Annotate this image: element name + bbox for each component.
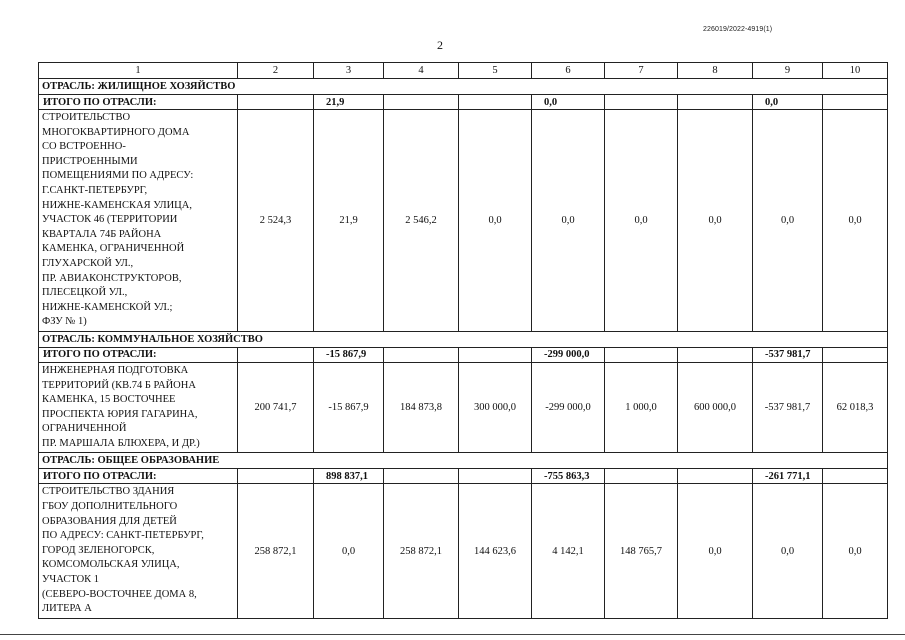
section-total-row bbox=[39, 95, 888, 110]
total-cell: 898 837,1 bbox=[314, 469, 384, 484]
value-cell: -299 000,0 bbox=[532, 362, 605, 453]
item-name-line: НИЖНЕ-КАМЕНСКОЙ УЛ.; bbox=[42, 301, 173, 313]
item-name-line: ПЛЕСЕЦКОЙ УЛ., bbox=[42, 287, 128, 299]
value-cell: 300 000,0 bbox=[459, 362, 532, 453]
total-cell: -755 863,3 bbox=[532, 469, 605, 484]
value-cell: 0,0 bbox=[678, 110, 753, 332]
column-header: 8 bbox=[678, 63, 753, 79]
value-cell: 184 873,8 bbox=[384, 362, 459, 453]
page-number: 2 bbox=[437, 38, 443, 52]
total-cell bbox=[605, 469, 678, 484]
value-cell: 144 623,6 bbox=[459, 484, 532, 618]
item-name-line: (СЕВЕРО-ВОСТОЧНЕЕ ДОМА 8, bbox=[42, 588, 197, 600]
total-cell: -299 000,0 bbox=[532, 347, 605, 362]
value-cell: 0,0 bbox=[753, 484, 823, 618]
total-cell bbox=[238, 469, 314, 484]
total-cell: -261 771,1 bbox=[753, 469, 823, 484]
total-cell bbox=[459, 347, 532, 362]
value-cell: 0,0 bbox=[753, 110, 823, 332]
section-title-row bbox=[39, 453, 888, 469]
value-cell: 0,0 bbox=[314, 484, 384, 618]
item-name-line: ПРОСПЕКТА ЮРИЯ ГАГАРИНА, bbox=[42, 408, 198, 420]
item-name-line: ФЗУ № 1) bbox=[42, 316, 87, 328]
column-header: 1 bbox=[39, 63, 238, 79]
section-title-row bbox=[39, 79, 888, 95]
total-cell bbox=[238, 347, 314, 362]
item-name-line: ПР. АВИАКОНСТРУКТОРОВ, bbox=[42, 272, 182, 284]
value-cell: 200 741,7 bbox=[238, 362, 314, 453]
item-name-line: ЛИТЕРА А bbox=[42, 603, 92, 615]
total-cell bbox=[823, 347, 888, 362]
value-cell: -537 981,7 bbox=[753, 362, 823, 453]
value-cell: 4 142,1 bbox=[532, 484, 605, 618]
total-cell bbox=[459, 469, 532, 484]
total-cell bbox=[459, 95, 532, 110]
column-header: 9 bbox=[753, 63, 823, 79]
item-name-line: МНОГОКВАРТИРНОГО ДОМА bbox=[42, 126, 190, 138]
total-cell bbox=[605, 95, 678, 110]
section-title-row bbox=[39, 331, 888, 347]
section-total-row bbox=[39, 469, 888, 484]
item-name-line: ИНЖЕНЕРНАЯ ПОДГОТОВКА bbox=[42, 364, 189, 376]
section-title: ОТРАСЛЬ: ЖИЛИЩНОЕ ХОЗЯЙСТВО bbox=[39, 79, 888, 95]
item-name-line: ПОМЕЩЕНИЯМИ ПО АДРЕСУ: bbox=[42, 170, 194, 182]
total-label: ИТОГО ПО ОТРАСЛИ: bbox=[39, 347, 238, 362]
item-name-line: КОМСОМОЛЬСКАЯ УЛИЦА, bbox=[42, 559, 180, 571]
item-name-line: СТРОИТЕЛЬСТВО bbox=[42, 112, 131, 123]
value-cell: 0,0 bbox=[823, 110, 888, 332]
item-name-line: ГОРОД ЗЕЛЕНОГОРСК, bbox=[42, 544, 155, 556]
item-name-line: Г.САНКТ-ПЕТЕРБУРГ, bbox=[42, 184, 148, 196]
column-header: 5 bbox=[459, 63, 532, 79]
page-bottom-rule bbox=[0, 634, 905, 635]
total-cell bbox=[678, 95, 753, 110]
header-row bbox=[39, 63, 888, 79]
item-name bbox=[39, 110, 238, 332]
item-name-line: СО ВСТРОЕННО- bbox=[42, 141, 126, 153]
value-cell: 2 524,3 bbox=[238, 110, 314, 332]
table-body bbox=[39, 63, 888, 619]
total-cell bbox=[823, 469, 888, 484]
item-name-line: ПР. МАРШАЛА БЛЮХЕРА, И ДР.) bbox=[42, 437, 200, 449]
value-cell: 600 000,0 bbox=[678, 362, 753, 453]
item-name-line: СТРОИТЕЛЬСТВО ЗДАНИЯ bbox=[42, 486, 175, 498]
total-label: ИТОГО ПО ОТРАСЛИ: bbox=[39, 95, 238, 110]
total-cell bbox=[823, 95, 888, 110]
total-cell bbox=[605, 347, 678, 362]
item-name-line: УЧАСТОК 46 (ТЕРРИТОРИИ bbox=[42, 214, 178, 226]
total-cell: 0,0 bbox=[753, 95, 823, 110]
value-cell: 258 872,1 bbox=[384, 484, 459, 618]
total-cell bbox=[678, 469, 753, 484]
item-name bbox=[39, 362, 238, 453]
column-header: 4 bbox=[384, 63, 459, 79]
item-name-line: КАМЕНКА, 15 ВОСТОЧНЕЕ bbox=[42, 394, 176, 406]
value-cell: 0,0 bbox=[823, 484, 888, 618]
column-header: 7 bbox=[605, 63, 678, 79]
item-name-line: НИЖНЕ-КАМЕНСКАЯ УЛИЦА, bbox=[42, 199, 192, 211]
value-cell: 0,0 bbox=[605, 110, 678, 332]
section-total-row bbox=[39, 347, 888, 362]
item-name-line: ГБОУ ДОПОЛНИТЕЛЬНОГО bbox=[42, 501, 178, 513]
table-row bbox=[39, 110, 888, 332]
total-cell bbox=[384, 347, 459, 362]
total-cell bbox=[678, 347, 753, 362]
value-cell: 62 018,3 bbox=[823, 362, 888, 453]
total-cell bbox=[384, 469, 459, 484]
total-cell bbox=[384, 95, 459, 110]
total-cell: -15 867,9 bbox=[314, 347, 384, 362]
document-id: 226019/2022-4919(1) bbox=[703, 26, 773, 33]
item-name-line: ПО АДРЕСУ: САНКТ-ПЕТЕРБУРГ, bbox=[42, 530, 204, 542]
value-cell: 2 546,2 bbox=[384, 110, 459, 332]
item-name-line: ОГРАНИЧЕННОЙ bbox=[42, 423, 127, 435]
value-cell: -15 867,9 bbox=[314, 362, 384, 453]
item-name-line: КАМЕНКА, ОГРАНИЧЕННОЙ bbox=[42, 243, 185, 255]
value-cell: 0,0 bbox=[532, 110, 605, 332]
value-cell: 258 872,1 bbox=[238, 484, 314, 618]
total-cell: -537 981,7 bbox=[753, 347, 823, 362]
value-cell: 148 765,7 bbox=[605, 484, 678, 618]
value-cell: 21,9 bbox=[314, 110, 384, 332]
item-name-line: ОБРАЗОВАНИЯ ДЛЯ ДЕТЕЙ bbox=[42, 515, 177, 527]
item-name-line: УЧАСТОК 1 bbox=[42, 574, 100, 586]
item-name bbox=[39, 484, 238, 618]
total-cell: 0,0 bbox=[532, 95, 605, 110]
value-cell: 0,0 bbox=[678, 484, 753, 618]
column-header: 10 bbox=[823, 63, 888, 79]
table-row bbox=[39, 362, 888, 453]
section-title: ОТРАСЛЬ: КОММУНАЛЬНОЕ ХОЗЯЙСТВО bbox=[39, 331, 888, 347]
total-cell: 21,9 bbox=[314, 95, 384, 110]
total-cell bbox=[238, 95, 314, 110]
value-cell: 1 000,0 bbox=[605, 362, 678, 453]
column-header: 3 bbox=[314, 63, 384, 79]
section-title: ОТРАСЛЬ: ОБЩЕЕ ОБРАЗОВАНИЕ bbox=[39, 453, 888, 469]
total-label: ИТОГО ПО ОТРАСЛИ: bbox=[39, 469, 238, 484]
column-header: 6 bbox=[532, 63, 605, 79]
item-name-line: КВАРТАЛА 74Б РАЙОНА bbox=[42, 228, 162, 240]
table-row bbox=[39, 484, 888, 618]
value-cell: 0,0 bbox=[459, 110, 532, 332]
item-name-line: ТЕРРИТОРИЙ (КВ.74 Б РАЙОНА bbox=[42, 379, 196, 391]
budget-table bbox=[38, 62, 888, 619]
item-name-line: ГЛУХАРСКОЙ УЛ., bbox=[42, 257, 134, 269]
column-header: 2 bbox=[238, 63, 314, 79]
item-name-line: ПРИСТРОЕННЫМИ bbox=[42, 155, 138, 167]
